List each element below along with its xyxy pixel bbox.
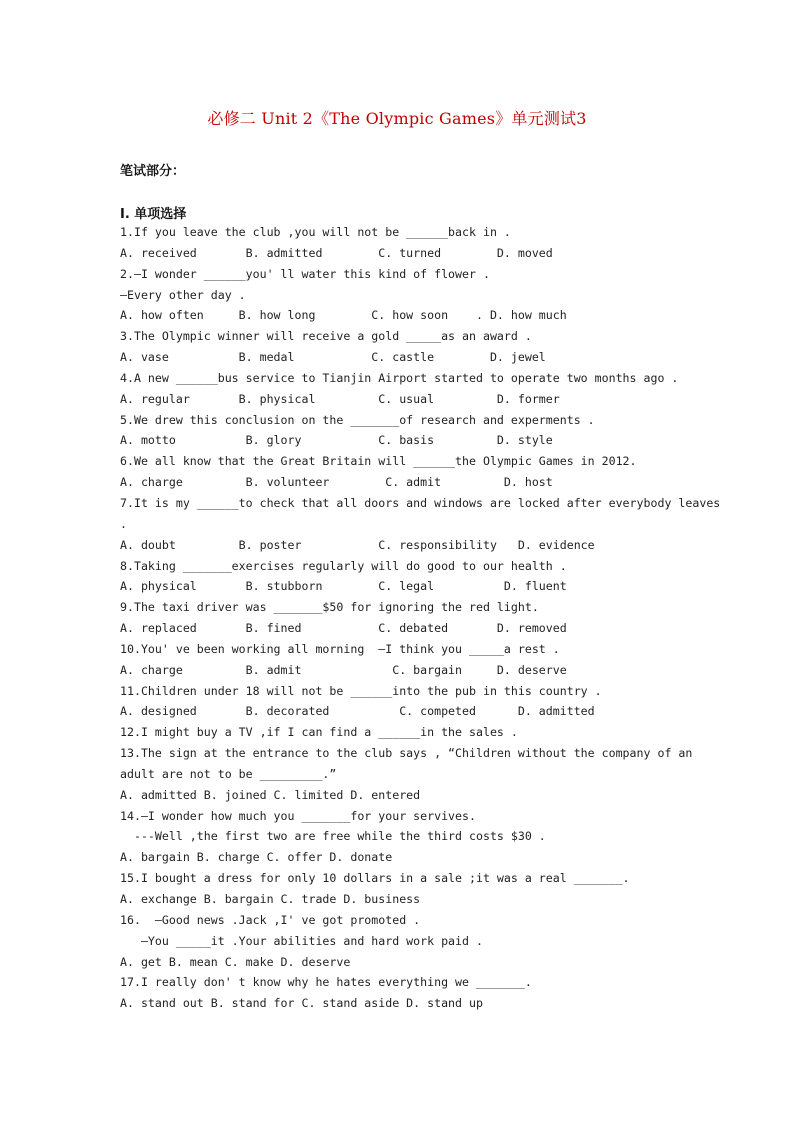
question-line: 4.A new ______bus service to Tianjin Airport started to operate two months ago . xyxy=(120,370,679,385)
question-line: A. get B. mean C. make D. deserve xyxy=(120,954,351,969)
question-line: 3.The Olympic winner will receive a gold _____as an award . xyxy=(120,329,532,344)
question-line: A. replaced B. fined C. debated D. removed xyxy=(120,621,567,636)
question-line: A. received B. admitted C. turned D. moved xyxy=(120,245,553,260)
question-line: A. regular B. physical C. usual D. former xyxy=(120,391,560,406)
question-line: A. bargain B. charge C. offer D. donate xyxy=(120,850,393,865)
question-line: 5.We drew this conclusion on the _______of research and experments . xyxy=(120,412,595,427)
question-line: A. admitted B. joined C. limited D. entered xyxy=(120,787,421,802)
question-line: A. physical B. stubborn C. legal D. fluent xyxy=(120,579,567,594)
question-line: 7.It is my ______to check that all doors and windows are locked after everybody leaves xyxy=(120,495,721,510)
question-line: 17.I really don' t know why he hates everything we _______. xyxy=(120,975,532,990)
page-title: 必修二 Unit 2《The Olympic Games》单元测试3 xyxy=(207,109,587,128)
section-written-heading: 笔试部分： xyxy=(120,164,186,179)
question-line: 6.We all know that the Great Britain will ______the Olympic Games in 2012. xyxy=(120,454,637,469)
question-line: 2.—I wonder ______you' ll water this kind of flower . xyxy=(120,266,490,281)
question-line: 9.The taxi driver was _______$50 for ignoring the red light. xyxy=(120,600,539,615)
question-line: adult are not to be _________.” xyxy=(120,766,337,781)
question-line: A. vase B. medal C. castle D. jewel xyxy=(120,350,546,365)
question-line: A. stand out B. stand for C. stand aside D. stand up xyxy=(120,996,483,1011)
question-line: 13.The sign at the entrance to the club says , “Children without the company of an xyxy=(120,746,693,761)
question-line: A. doubt B. poster C. responsibility D. evidence xyxy=(120,537,595,552)
question-line: A. motto B. glory C. basis D. style xyxy=(120,433,553,448)
question-line: —You _____it .Your abilities and hard work paid . xyxy=(120,933,483,948)
question-line: A. charge B. admit C. bargain D. deserve xyxy=(120,662,567,677)
question-line: ---Well ,the first two are free while the third costs $30 . xyxy=(120,829,546,844)
question-line: 1.If you leave the club ,you will not be ______back in . xyxy=(120,225,511,239)
question-line: 12.I might buy a TV ,if I can find a ______in the sales . xyxy=(120,725,518,740)
section-1-heading: I. 单项选择 xyxy=(120,207,187,222)
question-line: 16. —Good news .Jack ,I' ve got promoted . xyxy=(120,912,421,927)
question-line: —Every other day . xyxy=(120,287,246,302)
question-line: A. charge B. volunteer C. admit D. host xyxy=(120,475,553,490)
question-list xyxy=(120,222,721,1014)
question-line: 8.Taking _______exercises regularly will do good to our health . xyxy=(120,558,567,573)
question-line: 14.—I wonder how much you _______for your servives. xyxy=(120,808,476,823)
question-line: 11.Children under 18 will not be ______into the pub in this country . xyxy=(120,683,602,698)
question-line: A. designed B. decorated C. competed D. admitted xyxy=(120,704,595,719)
question-line: A. how often B. how long C. how soon . D. how much xyxy=(120,308,567,323)
question-line: 15.I bought a dress for only 10 dollars in a sale ;it was a real _______. xyxy=(120,871,630,886)
question-line: A. exchange B. bargain C. trade D. business xyxy=(120,892,421,906)
question-line: 10.You' ve been working all morning –I think you _____a rest . xyxy=(120,641,560,656)
question-line: . xyxy=(120,516,127,531)
